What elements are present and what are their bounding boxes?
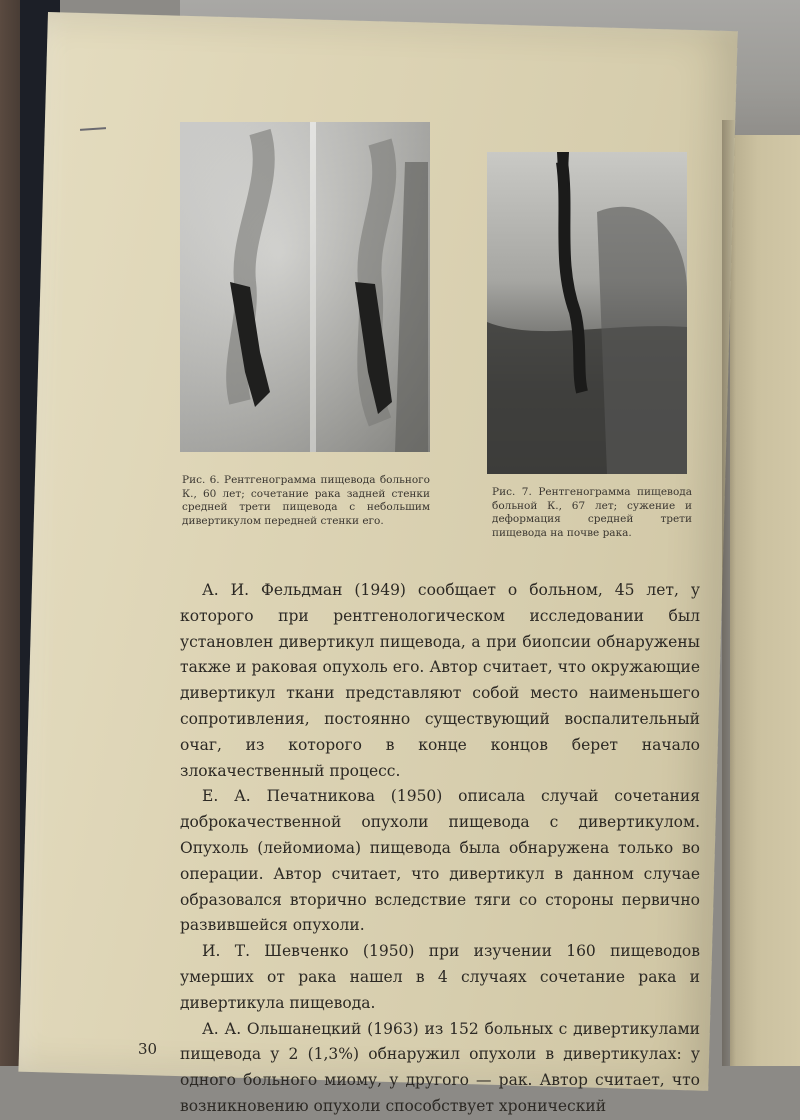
paragraph: И. Т. Шевченко (1950) при изучении 160 пищеводов умерших от рака нашел в 4 случаях сочетание рака и дивертикула пищевода. <box>180 942 700 1012</box>
paragraph: А. А. Ольшанецкий (1963) из 152 больных с дивертикулами пищевода у 2 (1,3%) обнаружил опухоли в дивертикулах: у одного больного миому, у другого — рак. Автор считает, что возникновению опухоли способствует хронический <box>180 1019 700 1115</box>
page-number: 30 <box>138 1040 158 1058</box>
page-gutter-shadow <box>722 120 736 1066</box>
facing-page <box>730 135 800 1066</box>
paragraph: А. И. Фельдман (1949) сообщает о больном, 45 лет, у которого при рентгенологическом исследовании был установлен дивертикул пищевода, а при биопсии обнаружены также и раковая опухоль его. Автор считает, что окружающие дивертикул ткани представляют собой место наименьшего сопротивления, постоянно существующий воспалительный очаг, из которого в конце концов берет начало злокачественный процесс. <box>180 581 700 780</box>
figure-7-xray-image <box>487 152 687 474</box>
figure-7-caption: Рис. 7. Рентгенограмма пищевода больной К., 67 лет; сужение и деформация средней трети пищевода на почве рака. <box>492 486 692 539</box>
figure-6-xray-image <box>180 122 430 452</box>
paragraph: Е. А. Печатникова (1950) описала случай сочетания доброкачественной опухоли пищевода с дивертикулом. Опухоль (лейомиома) пищевода была обнаружена только во операции. Автор считает, что дивертикул в данном случае образовался вторично вследствие тяги со стороны первично развившейся опухоли. <box>180 787 700 935</box>
figure-6-caption: Рис. 6. Рентгенограмма пищевода больного К., 60 лет; сочетание рака задней стенки средней трети пищевода с небольшим дивертикулом передней стенки его. <box>182 474 430 527</box>
body-text <box>180 578 700 1120</box>
